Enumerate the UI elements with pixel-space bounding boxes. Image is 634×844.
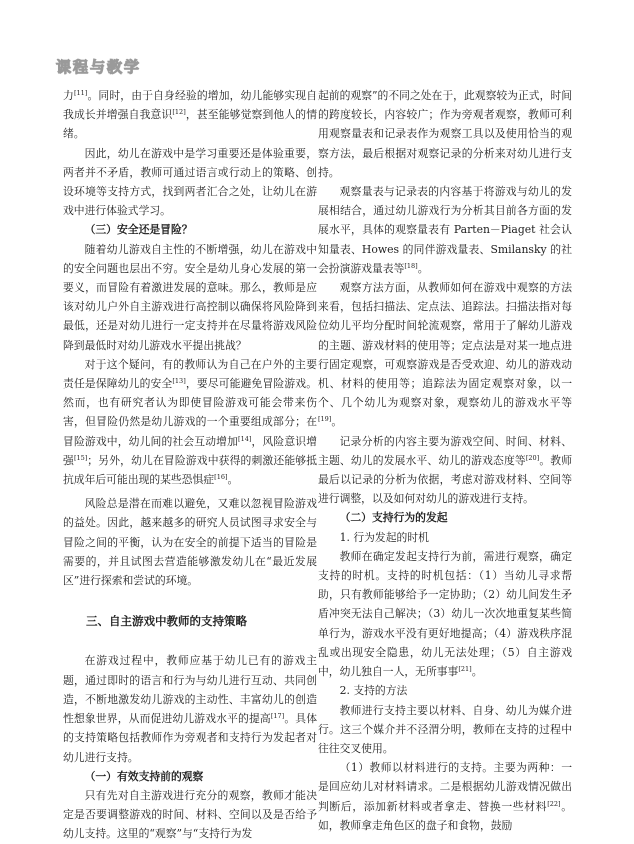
citation-ref: [11] bbox=[73, 89, 88, 97]
body-paragraph bbox=[318, 278, 572, 432]
text-run: 在游戏过程中，教师应基于幼儿已有的游戏主题，通过即时的语言和行为与幼儿进行互动、共同创造，不断地激发幼儿游戏的主动性、丰富幼儿的创造性想象世界，从而促进幼儿游戏水平的提高 bbox=[63, 654, 317, 726]
text-run: （二）支持行为的发起 bbox=[339, 511, 448, 525]
body-paragraph bbox=[318, 701, 572, 759]
body-paragraph bbox=[318, 182, 572, 278]
text-run: 教师在确定发起支持行为前，需进行观察，确定支持的时机。支持的时机包括：（1）当幼儿寻求帮助，只有教师能够给予一定协助；（2）幼儿间发生矛盾冲突无法自己解决；（3）幼儿一次次地重复某些简单行为，游戏水平没有更好地提高；（4）游戏秩序混乱或出现安全隐患，幼儿无法处理；（5）自主游戏中，幼儿独自一人，无所事事 bbox=[318, 549, 572, 679]
text-run: （三）安全还是冒险？ bbox=[84, 223, 193, 237]
text-run: （一）有效支持前的观察 bbox=[84, 769, 204, 783]
body-paragraph bbox=[63, 240, 317, 355]
text-run: 。 bbox=[417, 261, 429, 275]
citation-ref: [19] bbox=[318, 415, 332, 424]
subsection-heading bbox=[63, 220, 317, 239]
citation-ref: [13] bbox=[172, 377, 186, 386]
subsection-heading bbox=[63, 767, 317, 786]
text-run: 。如，教师拿走角色区的盘子和食物，鼓励 bbox=[318, 799, 573, 832]
numbered-subheading bbox=[318, 681, 572, 700]
text-run: 三、自主游戏中教师的支持策略 bbox=[86, 614, 247, 629]
text-run: 只有先对自主游戏进行充分的观察，教师才能决定是否要调整游戏的时间、材料、空间以及是否给予幼儿支持。这里的“观察”与“支持行为发 bbox=[63, 788, 317, 841]
section-heading bbox=[63, 612, 317, 631]
text-run: ，甚至能够觉察到他人的情绪。 bbox=[63, 108, 318, 141]
text-run: ，风险意识增强 bbox=[63, 434, 318, 467]
text-run: 风险总是潜在而难以避免，又难以忽视冒险游戏的益处。因此，越来越多的研究人员试图寻求安全与冒险之间的平衡，认为在安全的前提下适当的冒险是需要的，并且试图去营造能够激发幼儿在“最近发展区”进行探索和尝试的环境。 bbox=[63, 497, 317, 588]
body-paragraph bbox=[318, 758, 572, 835]
text-run: 2. 支持的方法 bbox=[339, 684, 408, 698]
body-paragraph bbox=[63, 144, 317, 221]
text-run: ；另外，幼儿在冒险游戏中获得的刺激还能够抵抗成年后可能出现的某些恐惧症 bbox=[63, 453, 318, 487]
body-paragraph bbox=[318, 86, 572, 182]
subsection-heading bbox=[318, 508, 572, 527]
text-run: 。 bbox=[471, 665, 483, 679]
citation-ref: [17] bbox=[270, 712, 285, 721]
text-run: ，要尽可能避免冒险游戏。然而，也有研究者认为即使冒险游戏可能会带来伤害，但冒险仍然是幼儿游戏的一个重要组成部分；在冒险游戏中，幼儿间的社会互动增加 bbox=[63, 377, 318, 448]
text-run: 。教师最后以记录的分析为依据，考虑对游戏材料、空间等进行调整，以及如何对幼儿的游戏进行支持。 bbox=[318, 453, 573, 506]
text-run: 。同时，由于自身经验的增加，幼儿能够实现自我成长并增强自我意识 bbox=[63, 89, 318, 122]
right-text-column bbox=[318, 86, 572, 835]
citation-ref: [12] bbox=[172, 108, 186, 117]
body-paragraph bbox=[318, 547, 572, 681]
text-run: 。具体的支持策略包括教师作为旁观者和支持行为发起者对幼儿进行支持。 bbox=[63, 712, 318, 764]
text-run: 教师进行支持主要以材料、自身、幼儿为媒介进行。这三个媒介并不泾渭分明，教师在支持的过程中往往交叉使用。 bbox=[318, 703, 572, 755]
text-run: 起前的观察”的不同之处在于，此观察较为正式，时间的跨度较长，内容较广；作为旁观者观察，教师可利用观察量表和记录表作为观察工具以及使用恰当的观察方法，最后根据对观察记录的分析来对幼儿进行支持。 bbox=[318, 89, 572, 179]
left-text-column bbox=[63, 86, 317, 844]
text-run: 因此，幼儿在游戏中是学习重要还是体验重要，两者并不矛盾，教师可通过语言或行动上的策略、创设环境等支持方式，找到两者汇合之处，让幼儿在游戏中进行体验式学习。 bbox=[63, 146, 317, 218]
citation-ref: [18] bbox=[404, 261, 418, 270]
text-run: 观察方法方面，从教师如何在游戏中观察的方法来看，包括扫描法、定点法、追踪法。扫描法指对每位幼儿平均分配时间轮流观察，常用于了解幼儿游戏的主题、游戏材料的使用等；定点法是对某一地点进行固定观察，可观察游戏是否受欢迎、幼儿的游戏动机、材料的使用等；追踪法为固定观察对象，以一个、几个幼儿为观察对象，观察幼儿的游戏水平等 bbox=[318, 281, 572, 410]
body-paragraph bbox=[63, 651, 317, 766]
numbered-subheading bbox=[318, 528, 572, 547]
text-run: 记录分析的内容主要为游戏空间、时间、材料、主题、幼儿的发展水平、幼儿的游戏态度等 bbox=[318, 434, 572, 467]
text-run: 随着幼儿游戏自主性的不断增强，幼儿在游戏中的安全问题也层出不穷。安全是幼儿身心发展的第一要义，而冒险有着激进发展的意味。那么，教师是应该对幼儿户外自主游戏进行高控制以确保将风险降到最低，还是对幼儿进行一定支持并在尽量将游戏风险降到最低时对幼儿游戏水平提出挑战？ bbox=[63, 242, 317, 352]
citation-ref: [15] bbox=[73, 453, 88, 462]
citation-ref: [20] bbox=[525, 453, 540, 462]
text-run: 观察量表与记录表的内容基于将游戏与幼儿的发展相结合，通过幼儿游戏行为分析其目前各方面的发展水平，具体的观察量表有 Parten－Piaget 社会认知量表、Howes 的同伴游戏量表、Smilansky 的社会扮演游戏量表等 bbox=[318, 185, 572, 275]
citation-ref: [22] bbox=[547, 799, 561, 808]
body-paragraph bbox=[63, 786, 317, 844]
citation-ref: [21] bbox=[458, 665, 472, 674]
text-run: 力 bbox=[63, 89, 74, 102]
body-paragraph bbox=[63, 86, 317, 144]
text-run: 1. 行为发起的时机 bbox=[339, 530, 429, 544]
text-run: 。 bbox=[227, 473, 239, 487]
body-paragraph bbox=[63, 494, 317, 590]
body-paragraph bbox=[318, 432, 572, 509]
text-run: （1）教师以材料进行的支持。主要为两种：一是回应幼儿对材料请求。二是根据幼儿游戏情况做出判断后，添加新材料或者拿走、替换一些材料 bbox=[318, 761, 572, 813]
body-paragraph bbox=[63, 355, 317, 489]
citation-ref: [16] bbox=[214, 473, 228, 482]
journal-section-header: 课程与教学 bbox=[56, 58, 142, 76]
text-run: 。 bbox=[331, 415, 343, 429]
citation-ref: [14] bbox=[238, 434, 252, 443]
text-run: 对于这个疑问，有的教师认为自己在户外的主要责任是保障幼儿的安全 bbox=[63, 357, 317, 391]
